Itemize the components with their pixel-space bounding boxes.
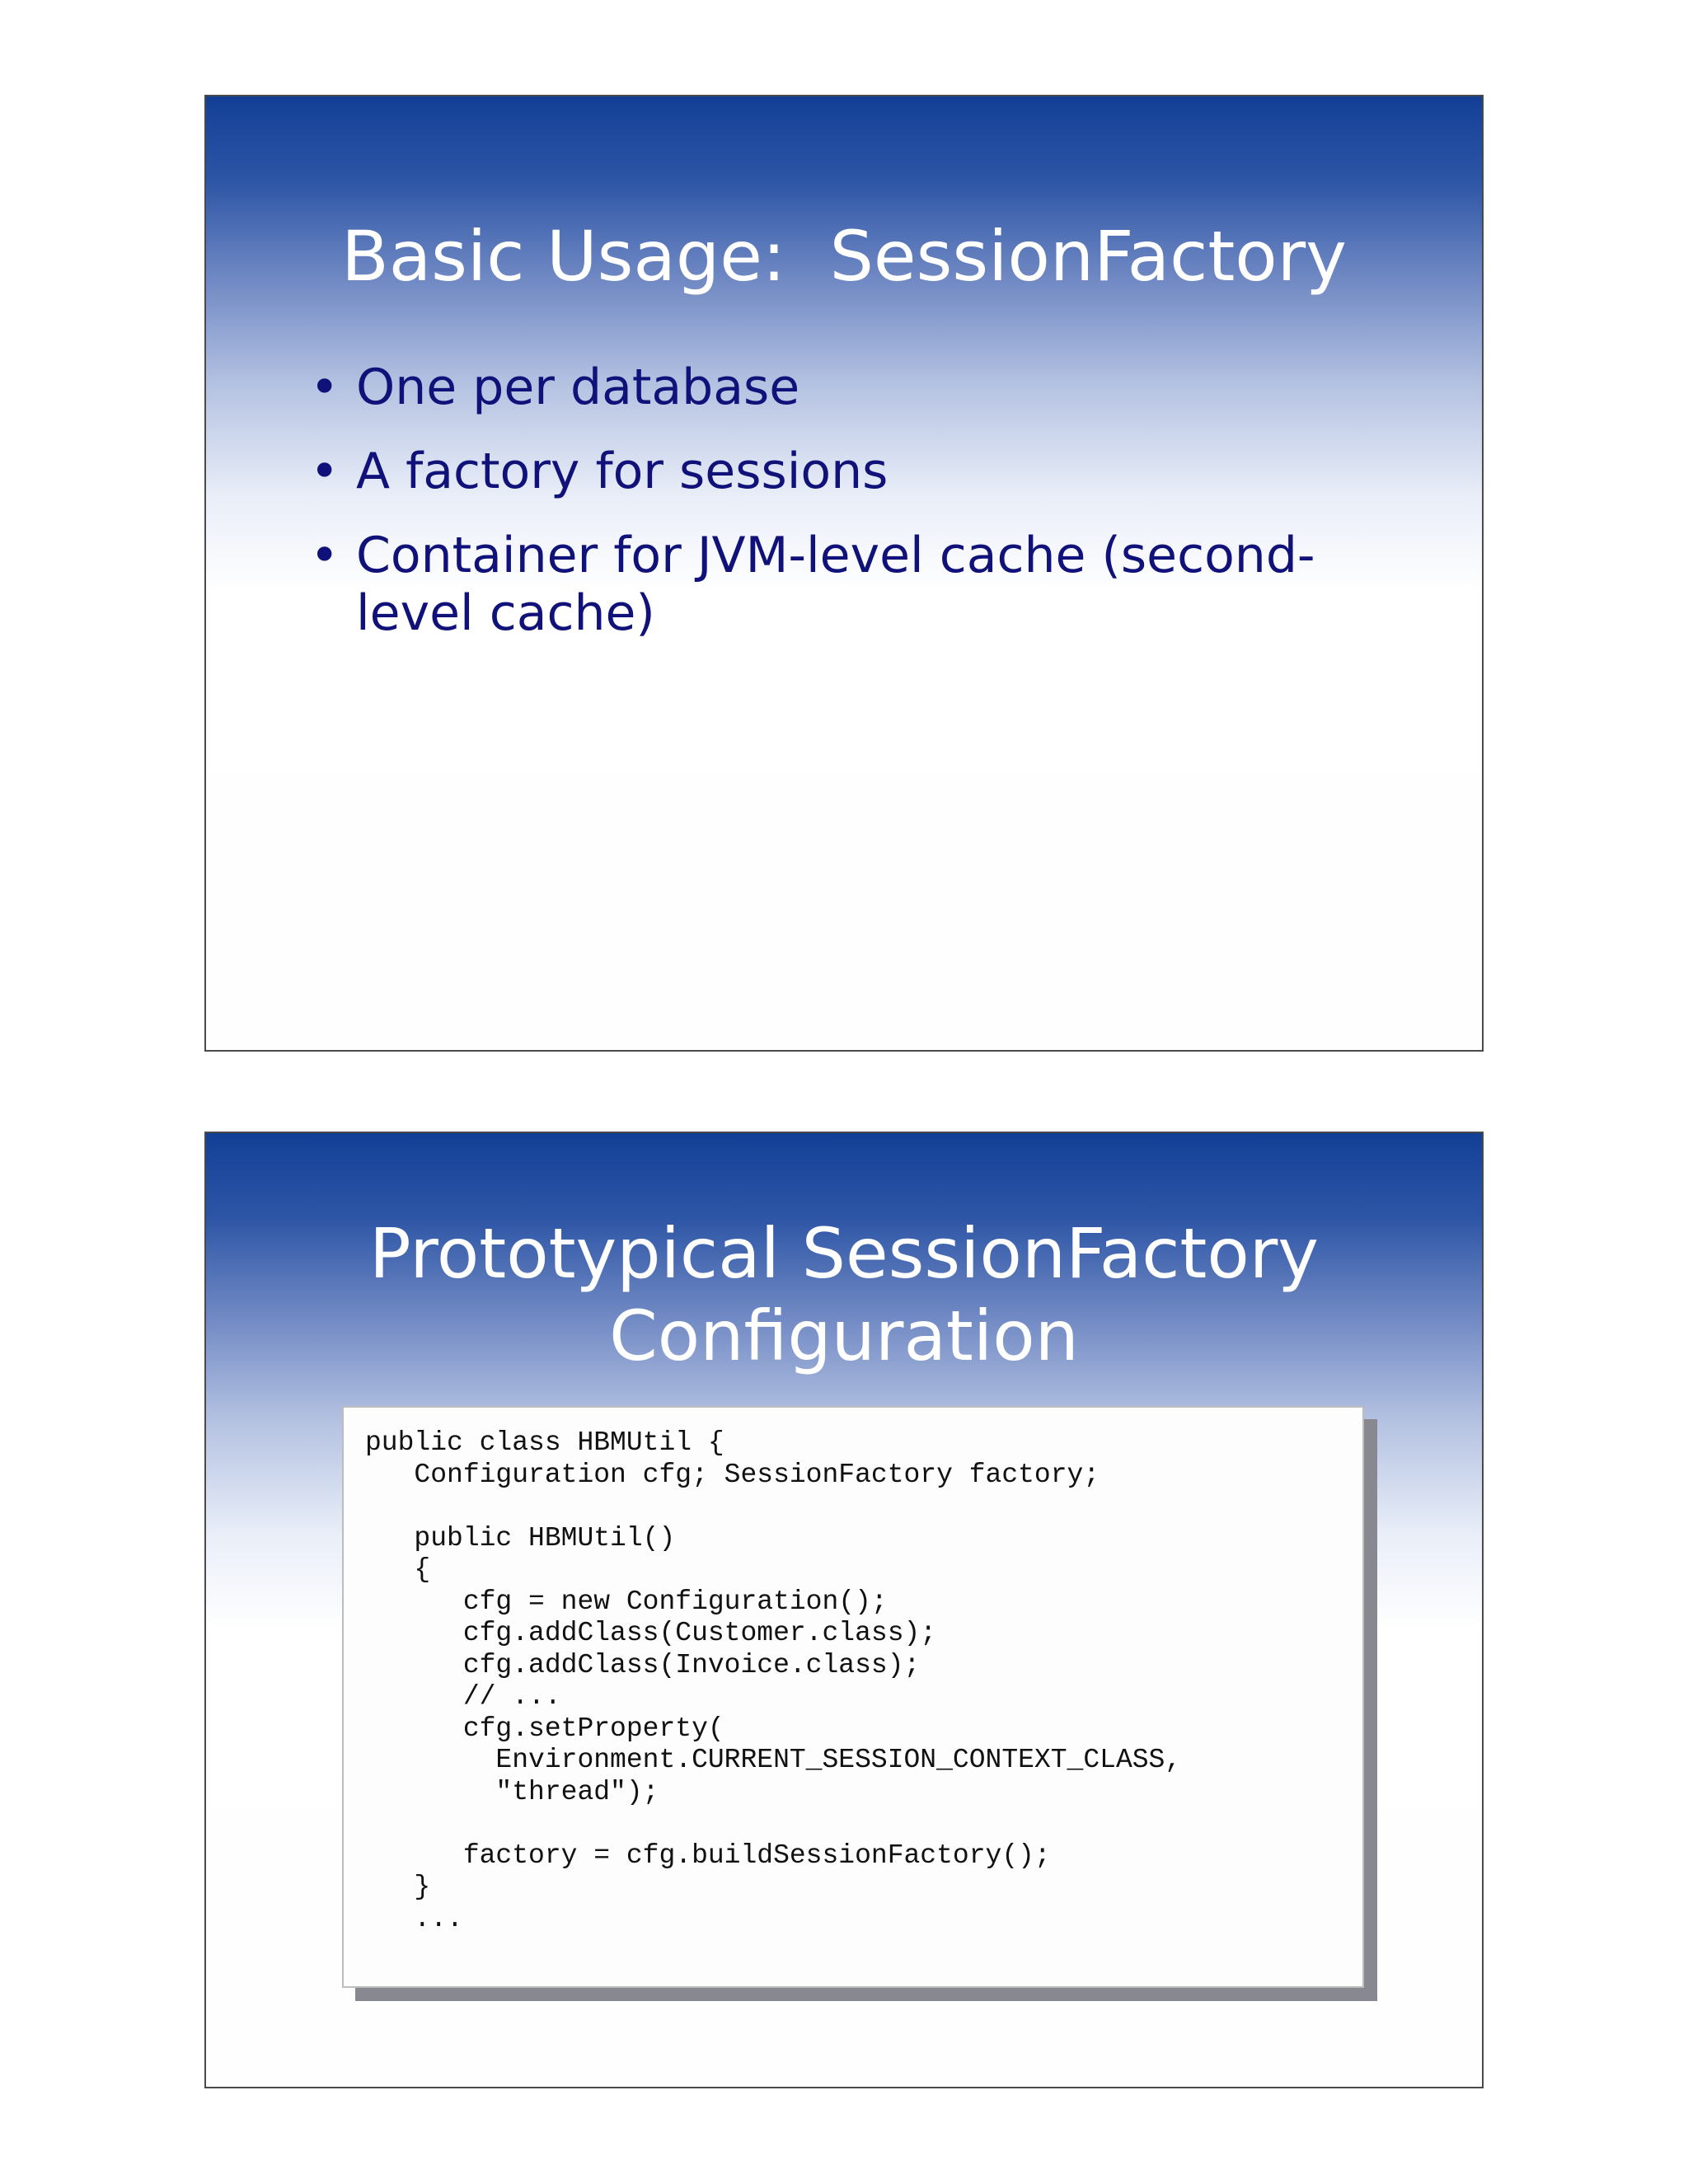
- slide-prototypical-config: [204, 1132, 1484, 2088]
- code-box: [342, 1406, 1364, 1988]
- code-line: cfg.addClass(Invoice.class);: [365, 1649, 921, 1680]
- code-line: cfg = new Configuration();: [365, 1586, 888, 1617]
- bullet-list: [310, 359, 1398, 668]
- bullet-item: [310, 527, 1398, 642]
- code-line: "thread");: [365, 1776, 659, 1807]
- code-line: cfg.addClass(Customer.class);: [365, 1618, 937, 1648]
- code-line: [365, 1491, 1181, 1523]
- bullet-item: [310, 443, 1398, 500]
- bullet-dot-icon: •: [310, 527, 340, 584]
- bullet-dot-icon: •: [310, 359, 340, 416]
- bullet-item: [310, 359, 1398, 416]
- bullet-text: Container for JVM-level cache (second-level cache): [356, 527, 1315, 642]
- code-line: public HBMUtil(): [365, 1522, 676, 1554]
- code-line: public class HBMUtil {: [365, 1427, 724, 1458]
- code-line: [365, 1808, 1181, 1840]
- slide-basic-usage: [204, 95, 1484, 1052]
- code-line: }: [365, 1872, 431, 1902]
- slide-title: [206, 1212, 1482, 1377]
- code-line: ...: [365, 1903, 463, 1934]
- bullet-dot-icon: •: [310, 443, 340, 500]
- code-line: {: [365, 1554, 431, 1585]
- code-block: [365, 1427, 1181, 1935]
- code-line: factory = cfg.buildSessionFactory();: [365, 1840, 1051, 1871]
- bullet-text: One per database: [356, 359, 800, 416]
- slide-title: Basic Usage: SessionFactory: [341, 216, 1347, 297]
- code-line: Environment.CURRENT_SESSION_CONTEXT_CLASS,: [365, 1745, 1182, 1775]
- bullet-text: A factory for sessions: [356, 443, 889, 500]
- code-line: cfg.setProperty(: [365, 1713, 724, 1744]
- slide-title-line-2: Configuration: [609, 1296, 1079, 1376]
- slide-title-line-1: Prototypical SessionFactory: [369, 1213, 1319, 1294]
- code-line: // ...: [365, 1681, 561, 1712]
- code-line: Configuration cfg; SessionFactory factory;: [365, 1459, 1100, 1490]
